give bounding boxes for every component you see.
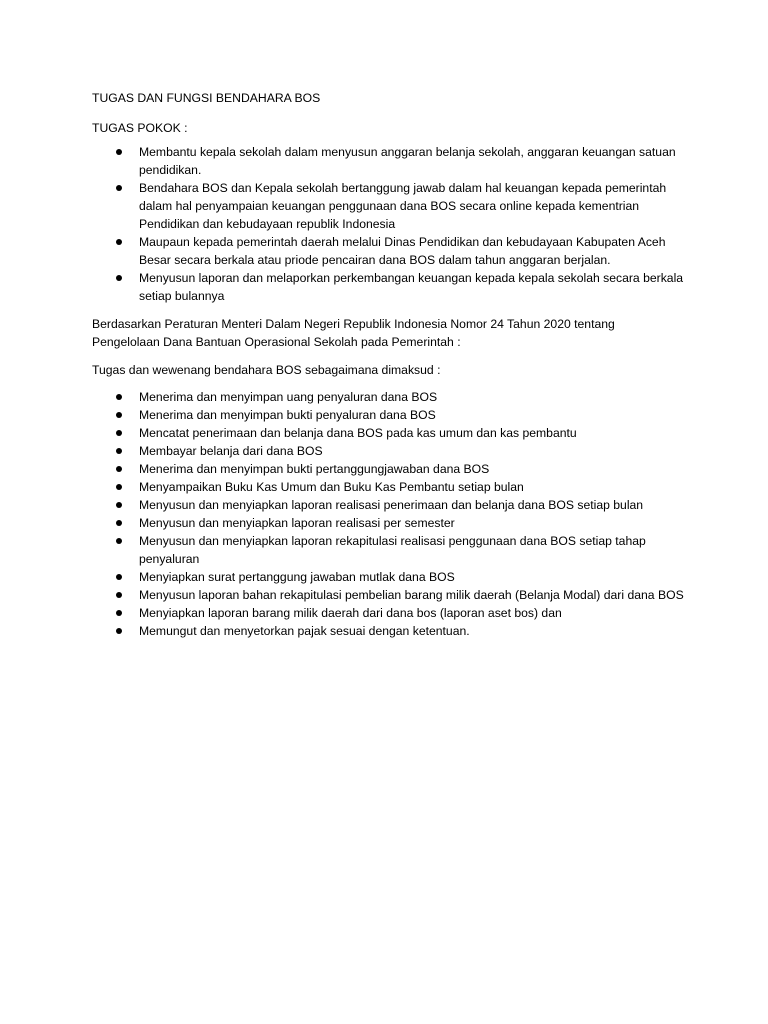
list-item — [92, 622, 684, 640]
list-item-text: Menyiapkan surat pertanggung jawaban mutlak dana BOS — [139, 570, 455, 584]
list-item — [92, 233, 684, 269]
regulation-paragraph: Berdasarkan Peraturan Menteri Dalam Negeri Republik Indonesia Nomor 24 Tahun 2020 tentang Pengelolaan Dana Bantuan Operasional Sekolah pada Pemerintah : — [92, 317, 615, 349]
list-item-text: Menyusun dan menyiapkan laporan realisasi penerimaan dan belanja dana BOS setiap bulan — [139, 498, 644, 512]
list-item — [92, 496, 684, 514]
bullet-icon — [116, 628, 122, 634]
tugas-wewenang-list — [92, 388, 684, 640]
list-item-text: Membayar belanja dari dana BOS — [139, 444, 323, 458]
list-item-text: Memungut dan menyetorkan pajak sesuai dengan ketentuan. — [139, 624, 470, 638]
list-item — [92, 460, 684, 478]
bullet-icon — [116, 448, 122, 454]
list-item — [92, 532, 684, 568]
document-body — [92, 89, 684, 640]
bullet-icon — [116, 185, 122, 191]
list-item-text: Menerima dan menyimpan uang penyaluran dana BOS — [139, 390, 438, 404]
list-item-text: Menyampaikan Buku Kas Umum dan Buku Kas Pembantu setiap bulan — [139, 480, 524, 494]
tugas-pokok-list — [92, 143, 684, 305]
bullet-icon — [116, 574, 122, 580]
bullet-icon — [116, 466, 122, 472]
list-item — [92, 179, 684, 233]
list-item — [92, 568, 684, 586]
list-item — [92, 586, 684, 604]
bullet-icon — [116, 430, 122, 436]
list-item-text: Maupaun kepada pemerintah daerah melalui Dinas Pendidikan dan kebudayaan Kabupaten Aceh Besar secara berkala atau priode pencairan dana BOS dalam tahun anggaran berjalan. — [139, 235, 666, 267]
duties-intro: Tugas dan wewenang bendahara BOS sebagaimana dimaksud : — [92, 363, 441, 377]
bullet-icon — [116, 149, 122, 155]
list-item — [92, 478, 684, 496]
bullet-icon — [116, 520, 122, 526]
list-item-text: Menerima dan menyimpan bukti penyaluran dana BOS — [139, 408, 436, 422]
bullet-icon — [116, 538, 122, 544]
list-item-text: Membantu kepala sekolah dalam menyusun anggaran belanja sekolah, anggaran keuangan satuan pendidikan. — [139, 145, 676, 177]
list-item — [92, 442, 684, 460]
list-item-text: Menyusun dan menyiapkan laporan rekapitulasi realisasi penggunaan dana BOS setiap tahap penyaluran — [139, 534, 646, 566]
bullet-icon — [116, 484, 122, 490]
list-item — [92, 604, 684, 622]
bullet-icon — [116, 412, 122, 418]
list-item — [92, 406, 684, 424]
list-item-text: Menyusun laporan dan melaporkan perkembangan keuangan kepada kepala sekolah secara berkala setiap bulannya — [139, 271, 684, 303]
list-item-text: Mencatat penerimaan dan belanja dana BOS pada kas umum dan kas pembantu — [139, 426, 577, 440]
list-item — [92, 424, 684, 442]
list-item-text: Menyusun dan menyiapkan laporan realisasi per semester — [139, 516, 455, 530]
list-item-text: Menyusun laporan bahan rekapitulasi pembelian barang milik daerah (Belanja Modal) dari dana BOS — [139, 588, 684, 602]
list-item-text: Bendahara BOS dan Kepala sekolah bertanggung jawab dalam hal keuangan kepada pemerintah dalam hal penyampaian keuangan penggunaan dana BOS secara online kepada kementrian Pendidikan dan kebudayaan republik Indonesia — [139, 181, 667, 231]
bullet-icon — [116, 502, 122, 508]
document-title: TUGAS DAN FUNGSI BENDAHARA BOS — [92, 91, 321, 105]
bullet-icon — [116, 610, 122, 616]
list-item — [92, 388, 684, 406]
bullet-icon — [116, 592, 122, 598]
bullet-icon — [116, 239, 122, 245]
list-item-text: Menerima dan menyimpan bukti pertanggungjawaban dana BOS — [139, 462, 490, 476]
list-item — [92, 269, 684, 305]
bullet-icon — [116, 275, 122, 281]
list-item — [92, 514, 684, 532]
bullet-icon — [116, 394, 122, 400]
list-item — [92, 143, 684, 179]
list-item-text: Menyiapkan laporan barang milik daerah dari dana bos (laporan aset bos) dan — [139, 606, 562, 620]
section-label: TUGAS POKOK : — [92, 121, 188, 135]
